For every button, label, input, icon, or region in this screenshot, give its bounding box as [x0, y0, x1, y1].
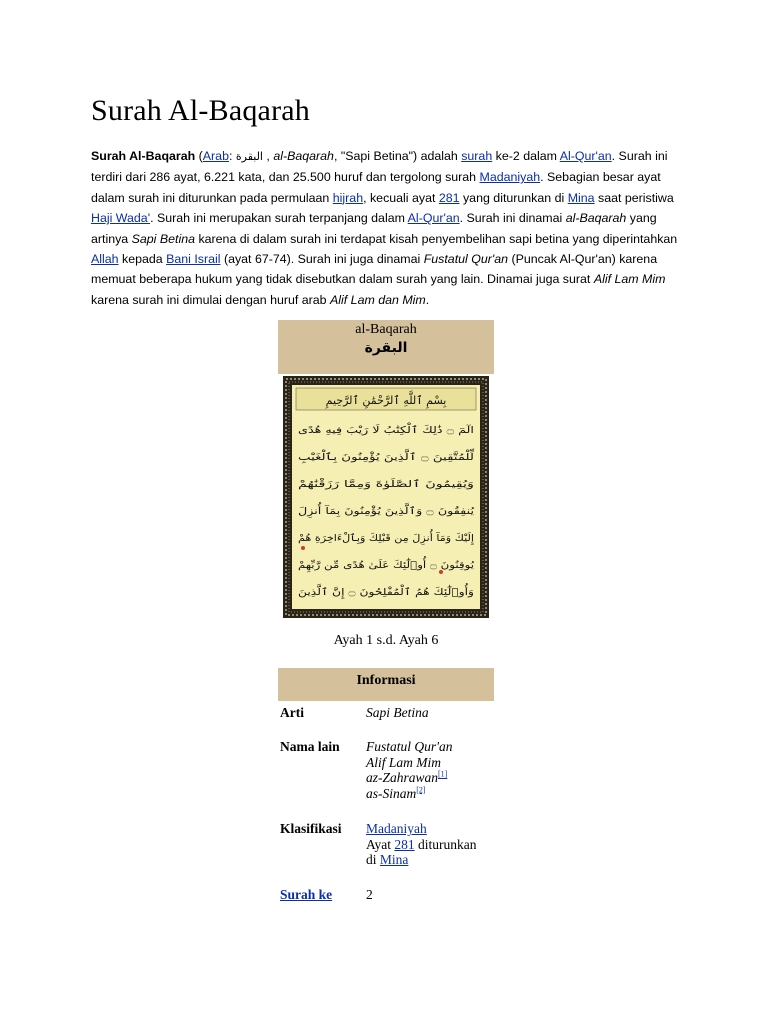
bismillah-text: بِسْمِ ٱللَّهِ ٱلرَّحْمَٰنِ ٱلرَّحِيمِ	[325, 394, 447, 407]
surah-ke-link[interactable]: Surah ke	[280, 887, 333, 902]
verse-line: وَيُقِيمُونَ ٱلصَّلَوٰةَ وَمِمَّا رَزَقْنَٰهُمْ	[298, 479, 415, 490]
parchment	[292, 385, 480, 609]
text: . Surah ini merupakan surah terpanjang dalam	[150, 211, 408, 226]
italic-term: al-Baqarah	[565, 211, 627, 226]
row-label: Arti	[280, 705, 304, 720]
info-section-header: Informasi	[278, 668, 494, 701]
link-surah[interactable]: surah	[461, 149, 493, 163]
verse-line: يُوقِنُونَ ۝ أُو۟لَٰٓئِكَ عَلَىٰ هُدًى مِّن رَّبِّهِمْ	[298, 560, 467, 571]
link-madaniyah-infobox[interactable]: Madaniyah	[366, 821, 427, 836]
text: yang artinya	[91, 211, 657, 246]
tajwid-mark	[301, 546, 305, 550]
arabic-name: البقرة	[235, 150, 263, 163]
verse-line: إِلَيْكَ وَمَآ أُنزِلَ مِن قَبْلِكَ وَبِٱلْءَاخِرَةِ هُمْ	[298, 533, 448, 544]
text: karena surah ini dimulai dengan huruf arab	[91, 292, 331, 307]
text: Ayat	[366, 836, 395, 852]
italic-term: al-Baqarah	[273, 149, 334, 163]
bold-term: Surah Al-Baqarah	[91, 149, 196, 163]
row-label: Klasifikasi	[280, 821, 342, 836]
link-allah[interactable]: Allah	[91, 252, 119, 267]
ref-link-2[interactable]: [2]	[416, 785, 426, 794]
quran-page-image[interactable]	[283, 376, 489, 618]
text: yang diturunkan di	[459, 190, 568, 205]
italic-term: Alif Lam dan Mim	[330, 292, 426, 307]
arti-value: Sapi Betina	[366, 705, 429, 720]
infobox-title-latin: al-Baqarah	[355, 322, 417, 337]
alt-name-with-ref	[366, 770, 496, 786]
link-al-quran[interactable]: Al-Qur'an	[559, 149, 612, 163]
link-al-quran-2[interactable]: Al-Qur'an	[407, 211, 460, 226]
text: (ayat 67-74). Surah ini juga dinamai	[220, 252, 424, 267]
text: ,	[262, 149, 274, 163]
text: , kecuali ayat	[363, 190, 439, 205]
link-mina[interactable]: Mina	[567, 190, 595, 205]
link-hijrah[interactable]: hijrah	[332, 190, 364, 205]
italic-term: Sapi Betina	[131, 231, 196, 246]
verse-line: وَأُو۟لَٰٓئِكَ هُمُ ٱلْمُفْلِحُونَ ۝ إِنَّ ٱلَّذِينَ	[298, 587, 448, 598]
italic-term: Alif Lam Mim	[593, 272, 666, 287]
alt-name: az-Zahrawan	[366, 770, 439, 785]
link-ayat-281-infobox[interactable]: 281	[394, 836, 415, 852]
alt-name: Fustatul Qur'an	[366, 739, 453, 754]
verse-line: لِّلْمُتَّقِينَ ۝ ٱلَّذِينَ يُؤْمِنُونَ بِٱلْغَيْبِ	[298, 452, 462, 463]
tajwid-mark	[439, 570, 443, 574]
text: (Puncak Al-Qur'an) karena memuat beberapa hukum yang tidak disebutkan dalam surah yang lain. Dinamai juga surat	[91, 252, 658, 287]
link-madaniyah[interactable]: Madaniyah	[479, 170, 541, 185]
text: .	[425, 292, 430, 307]
row-value	[366, 705, 496, 721]
text: . Surah ini dinamai	[459, 211, 566, 226]
link-ayat-281[interactable]: 281	[438, 190, 460, 205]
alt-name: as-Sinam	[366, 785, 417, 801]
text: di	[366, 852, 380, 867]
text: kepada	[118, 252, 167, 267]
text: diturunkan	[414, 836, 477, 852]
infobox-title-arabic: البقرة	[364, 340, 408, 356]
ref-link-1[interactable]: [1]	[438, 769, 448, 779]
text: . Sebagian besar ayat dalam surah ini diturunkan pada permulaan	[91, 170, 661, 205]
surah-number: 2	[366, 887, 373, 902]
alt-name: Alif Lam Mim	[366, 754, 442, 770]
link-mina-infobox[interactable]: Mina	[379, 852, 409, 867]
text: karena di dalam surah ini terdapat kisah penyembelihan sapi betina yang diperintahkan	[195, 231, 678, 246]
row-value	[366, 821, 496, 868]
text: (	[195, 149, 203, 163]
italic-term: Fustatul Qur'an	[423, 252, 509, 267]
text: , "Sapi Betina") adalah	[333, 149, 462, 163]
infobox	[278, 320, 494, 902]
text: . Surah ini terdiri dari 286 ayat, 6.221 kata, dan 25.500 huruf dan tergolong surah	[91, 149, 668, 185]
verse-line: الٓمٓ ۝ ذَٰلِكَ ٱلْكِتَٰبُ لَا رَيْبَ فِيهِ هُدًى	[298, 425, 469, 436]
verse-line: يُنفِقُونَ ۝ وَٱلَّذِينَ يُؤْمِنُونَ بِمَآ أُنزِلَ	[298, 506, 464, 517]
link-arab[interactable]: Arab	[202, 149, 229, 163]
text: ke-2 dalam	[492, 149, 560, 163]
page-title: Surah Al-Baqarah	[91, 94, 310, 127]
link-bani-israil[interactable]: Bani Israil	[166, 252, 221, 267]
row-value	[366, 739, 496, 801]
row-label: Nama lain	[280, 739, 340, 754]
text: :	[228, 149, 236, 163]
text: saat peristiwa	[594, 190, 674, 205]
link-haji-wada[interactable]: Haji Wada'	[91, 211, 151, 226]
alt-name-with-ref	[366, 786, 496, 802]
infobox-header	[278, 320, 494, 374]
image-caption: Ayah 1 s.d. Ayah 6	[333, 633, 439, 648]
lead-paragraph	[91, 146, 681, 310]
